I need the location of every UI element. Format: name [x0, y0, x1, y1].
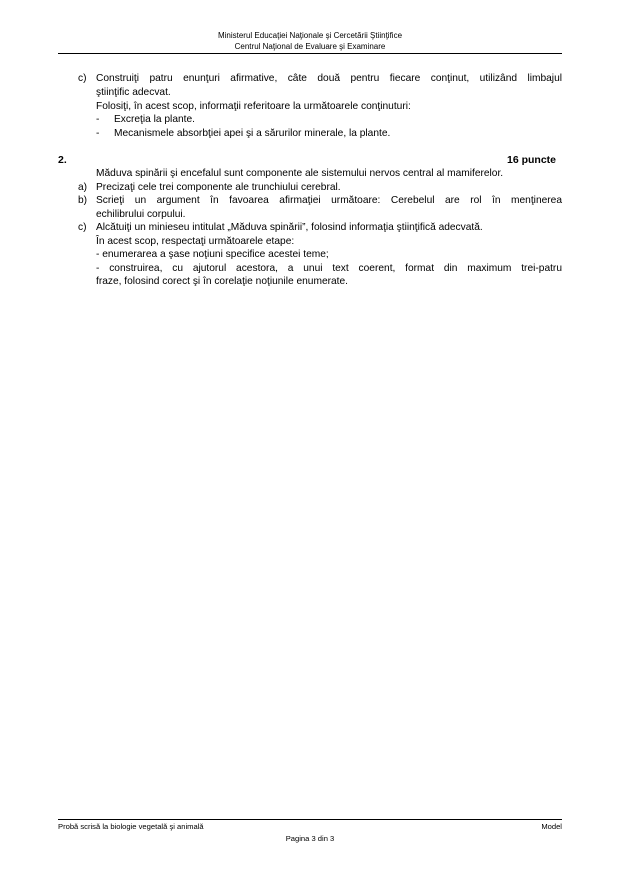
content-list-item: Mecanismele absorbţiei apei şi a sărurilor minerale, la plante. — [114, 128, 391, 139]
content-list-dash: - — [96, 114, 100, 125]
ministry-name: Ministerul Educaţiei Naţionale şi Cercetării Ştiinţifice — [217, 31, 403, 40]
part-c2-step-2-cont: fraze, folosind corect şi în corelaţie noţiunile enumerate. — [96, 276, 348, 287]
part-c2-line-1: Alcătuiţi un minieseu intitulat „Măduva spinării”, folosind informaţia ştiinţifică adecvată. — [96, 222, 483, 233]
content-list-dash: - — [96, 128, 100, 139]
part-a-text: Precizaţi cele trei componente ale trunchiului cerebral. — [96, 182, 341, 193]
part-c2-line-2: În acest scop, respectaţi următoarele etape: — [96, 236, 295, 247]
header-divider — [58, 53, 562, 54]
part-b-line-2: echilibrului corpului. — [96, 209, 186, 220]
part-c2-step-1: - enumerarea a şase noţiuni specifice acestei teme; — [96, 249, 329, 260]
question-number: 2. — [58, 154, 67, 166]
part-c2-step-2: - construirea, cu ajutorul acestora, a unui text coerent, format din maximum trei-patru — [96, 263, 562, 274]
part-b-label: b) — [78, 195, 88, 206]
page-header — [58, 31, 562, 52]
part-a-label: a) — [78, 182, 88, 193]
footer-model-label: Model — [541, 822, 562, 831]
part-b-line-1: Scrieţi un argument în favoarea afirmaţiei următoare: Cerebelul are rol în menţinerea — [96, 195, 562, 206]
part-c2-label: c) — [78, 222, 87, 233]
part-c-line-3: Folosiţi, în acest scop, informaţii referitoare la următoarele conţinuturi: — [96, 101, 411, 112]
part-c-label: c) — [78, 73, 87, 84]
part-c-line-2: ştiinţific adecvat. — [96, 87, 171, 98]
content-list-item: Excreţia la plante. — [114, 114, 195, 125]
question-intro: Măduva spinării şi encefalul sunt componente ale sistemului nervos central al mamiferelor. — [96, 168, 504, 179]
evaluation-center-name: Centrul Naţional de Evaluare şi Examinare — [234, 41, 386, 51]
part-c-line-1: Construiţi patru enunţuri afirmative, câte două pentru fiecare conţinut, utilizând limbajul — [96, 73, 562, 84]
footer-exam-title: Probă scrisă la biologie vegetală şi animală — [58, 822, 204, 831]
question-points: 16 puncte — [506, 154, 556, 166]
footer-page-number: Pagina 3 din 3 — [285, 834, 335, 843]
footer-divider — [58, 819, 562, 820]
